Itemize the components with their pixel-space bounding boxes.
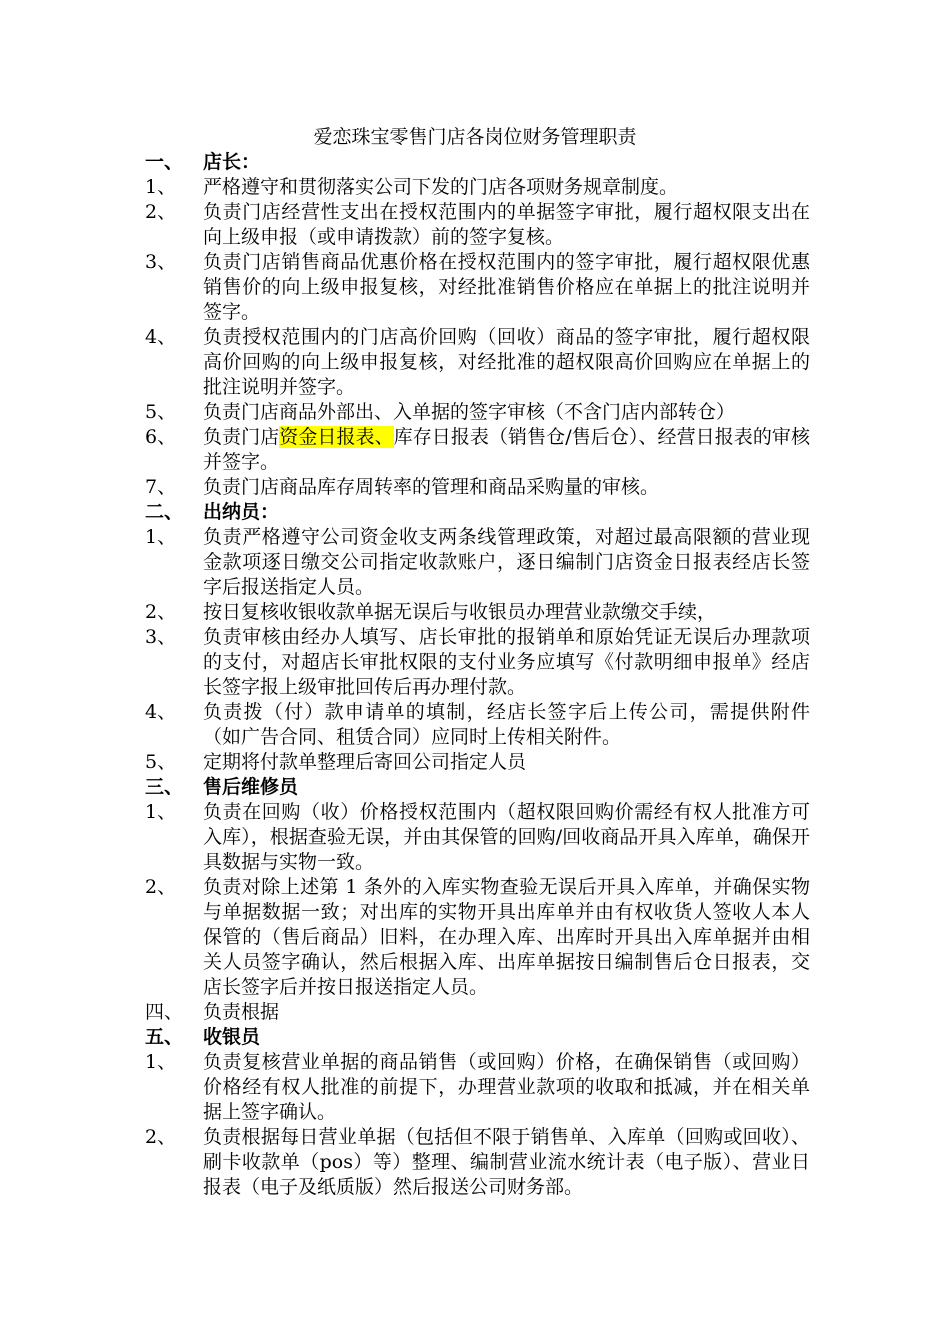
item-number: 1、	[145, 801, 177, 823]
list-item	[145, 325, 810, 400]
item-number: 1、	[145, 176, 177, 198]
item-number: 2、	[145, 876, 177, 898]
list-item	[145, 600, 810, 625]
item-text: 负责拨（付）款申请单的填制，经店长签字后上传公司，需提供附件（如广告合同、租赁合同）应同时上传相关附件。	[203, 701, 810, 748]
list-item	[145, 250, 810, 325]
item-number: 5、	[145, 751, 177, 773]
section-title: 收银员	[203, 1026, 261, 1048]
item-text-part: 库存日报表（销售仓/售后仓）、经营日报表的审核并签字。	[203, 426, 810, 473]
item-text: 负责门店商品外部出、入单据的签字审核（不含门店内部转仓）	[203, 401, 736, 423]
item-number: 2、	[145, 601, 177, 623]
item-text: 定期将付款单整理后寄回公司指定人员	[203, 751, 527, 773]
list-item	[145, 800, 810, 875]
section-number: 五、	[145, 1026, 184, 1048]
document-body	[145, 150, 810, 1200]
list-item	[145, 1050, 810, 1125]
item-text	[203, 425, 810, 475]
list-item	[145, 1125, 810, 1200]
item-text: 负责在回购（收）价格授权范围内（超权限回购价需经有权人批准方可入库），根据查验无误，并由其保管的回购/回收商品开具入库单，确保开具数据与实物一致。	[203, 801, 810, 873]
section-title: 出纳员：	[203, 501, 280, 523]
highlighted-text: 资金日报表、	[279, 426, 394, 448]
item-number: 1、	[145, 1051, 177, 1073]
list-item	[145, 200, 810, 250]
section-number: 二、	[145, 501, 184, 523]
section-heading	[145, 150, 810, 175]
item-number: 2、	[145, 1126, 177, 1148]
list-item	[145, 750, 810, 775]
item-text: 按日复核收银收款单据无误后与收银员办理营业款缴交手续，	[203, 601, 717, 623]
section-title: 售后维修员	[203, 776, 299, 798]
item-number: 6、	[145, 426, 177, 448]
item-text: 负责授权范围内的门店高价回购（回收）商品的签字审批，履行超权限高价回购的向上级申报复核，对经批准的超权限高价回购应在单据上的批注说明并签字。	[203, 326, 810, 398]
section-heading	[145, 500, 810, 525]
section-number: 四、	[145, 1001, 184, 1023]
item-text: 负责审核由经办人填写、店长审批的报销单和原始凭证无误后办理款项的支付，对超店长审批权限的支付业务应填写《付款明细申报单》经店长签字报上级审批回传后再办理付款。	[203, 626, 810, 698]
section-heading	[145, 775, 810, 800]
item-text: 负责门店销售商品优惠价格在授权范围内的签字审批，履行超权限优惠销售价的向上级申报复核，对经批准销售价格应在单据上的批注说明并签字。	[203, 251, 810, 323]
item-number: 5、	[145, 401, 177, 423]
item-text: 负责门店商品库存周转率的管理和商品采购量的审核。	[203, 476, 660, 498]
item-text: 负责根据每日营业单据（包括但不限于销售单、入库单（回购或回收）、刷卡收款单（pos）等）整理、编制营业流水统计表（电子版）、营业日报表（电子及纸质版）然后报送公司财务部。	[203, 1126, 810, 1198]
section-heading	[145, 1000, 810, 1025]
list-item	[145, 175, 810, 200]
document-title: 爱恋珠宝零售门店各岗位财务管理职责	[313, 126, 637, 148]
item-text: 负责复核营业单据的商品销售（或回购）价格，在确保销售（或回购）价格经有权人批准的前提下，办理营业款项的收取和抵减，并在相关单据上签字确认。	[203, 1051, 810, 1123]
item-text: 严格遵守和贯彻落实公司下发的门店各项财务规章制度。	[203, 176, 679, 198]
item-text: 负责对除上述第 1 条外的入库实物查验无误后开具入库单，并确保实物与单据数据一致；对出库的实物开具出库单并由有权收货人签收人本人保管的（售后商品）旧料，在办理入库、出库时开具出入库单据并由相关人员签字确认，然后根据入库、出库单据按日编制售后仓日报表，交店长签字后并按日报送指定人员。	[203, 876, 810, 998]
item-number: 4、	[145, 701, 177, 723]
item-number: 1、	[145, 526, 177, 548]
item-text: 负责严格遵守公司资金收支两条线管理政策，对超过最高限额的营业现金款项逐日缴交公司指定收款账户，逐日编制门店资金日报表经店长签字后报送指定人员。	[203, 526, 810, 598]
list-item	[145, 625, 810, 700]
section-heading	[145, 1025, 810, 1050]
item-text: 负责门店经营性支出在授权范围内的单据签字审批，履行超权限支出在向上级申报（或申请拨款）前的签字复核。	[203, 201, 810, 248]
item-number: 7、	[145, 476, 177, 498]
item-text-part: 负责门店	[203, 426, 280, 448]
item-number: 2、	[145, 201, 177, 223]
list-item	[145, 525, 810, 600]
item-number: 4、	[145, 326, 177, 348]
item-number: 3、	[145, 251, 177, 273]
list-item	[145, 400, 810, 425]
section-title: 店长：	[203, 151, 261, 173]
section-number: 三、	[145, 776, 184, 798]
section-title: 负责根据	[203, 1001, 280, 1023]
list-item	[145, 425, 810, 475]
list-item	[145, 475, 810, 500]
list-item	[145, 700, 810, 750]
item-number: 3、	[145, 626, 177, 648]
section-number: 一、	[145, 151, 184, 173]
list-item	[145, 875, 810, 1000]
